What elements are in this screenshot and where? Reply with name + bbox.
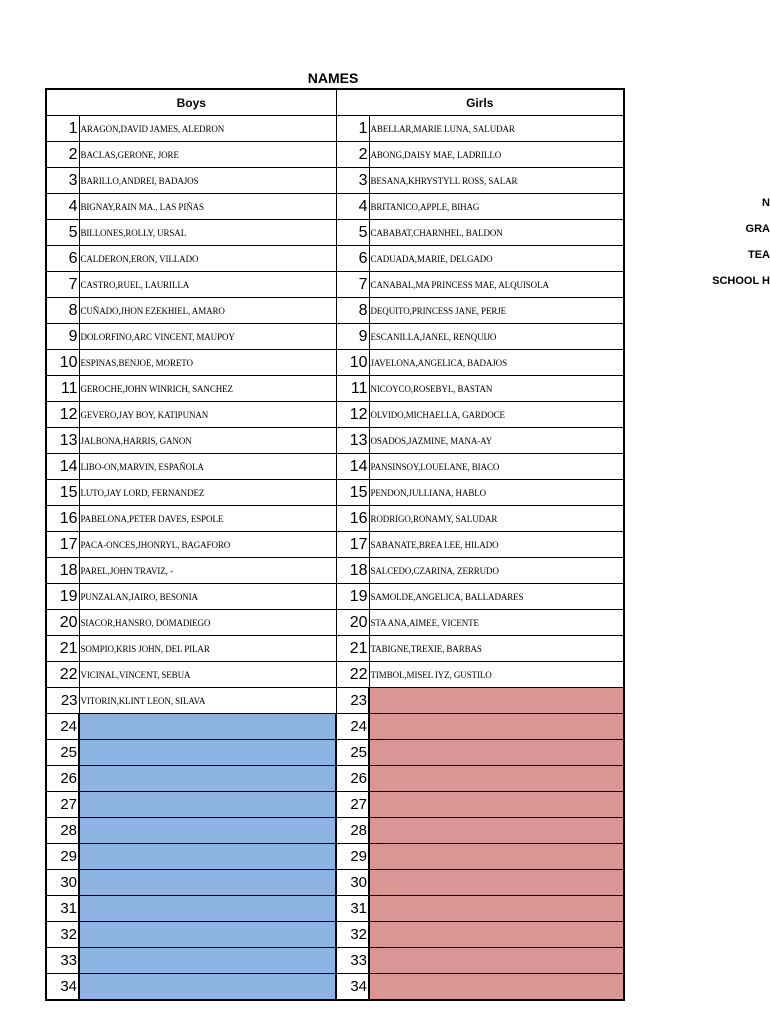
header-row — [46, 89, 624, 116]
girl-name-cell: SABANATE,BREA LEE, HILADO — [369, 532, 624, 558]
table-row — [46, 350, 624, 376]
boy-name-cell: VITORIN,KLINT LEON, SILAVA — [79, 688, 336, 714]
girl-number: 18 — [336, 558, 369, 584]
girl-name-cell: PANSINSOY,LOUELANE, BIACO — [369, 454, 624, 480]
table-row — [46, 220, 624, 246]
table-row — [46, 480, 624, 506]
table-row — [46, 376, 624, 402]
girl-number: 8 — [336, 298, 369, 324]
roster-table — [45, 88, 625, 1001]
girl-number: 4 — [336, 194, 369, 220]
girl-number: 16 — [336, 506, 369, 532]
boy-number: 25 — [46, 740, 79, 766]
table-row — [46, 506, 624, 532]
table-row — [46, 896, 624, 922]
side-label-teacher: TEA — [748, 249, 770, 261]
table-row — [46, 298, 624, 324]
girl-number: 2 — [336, 142, 369, 168]
girl-number: 34 — [336, 974, 369, 1001]
boy-number: 4 — [46, 194, 79, 220]
girl-number: 32 — [336, 922, 369, 948]
girl-number: 5 — [336, 220, 369, 246]
boy-number: 8 — [46, 298, 79, 324]
boy-number: 13 — [46, 428, 79, 454]
table-row — [46, 740, 624, 766]
boy-number: 18 — [46, 558, 79, 584]
boy-number: 6 — [46, 246, 79, 272]
girl-number: 12 — [336, 402, 369, 428]
girl-number: 19 — [336, 584, 369, 610]
boy-name-cell: BARILLO,ANDREI, BADAJOS — [79, 168, 336, 194]
girl-number: 33 — [336, 948, 369, 974]
boy-name-cell: PABELONA,PETER DAVES, ESPOLE — [79, 506, 336, 532]
girl-name-cell — [369, 896, 624, 922]
girl-name-cell: CANABAL,MA PRINCESS MAE, ALQUISOLA — [369, 272, 624, 298]
girl-name-cell — [369, 922, 624, 948]
boy-number: 16 — [46, 506, 79, 532]
boy-number: 11 — [46, 376, 79, 402]
girl-number: 10 — [336, 350, 369, 376]
girl-name-cell — [369, 792, 624, 818]
girl-name-cell: SAMOLDE,ANGELICA, BALLADARES — [369, 584, 624, 610]
boy-name-cell — [79, 792, 336, 818]
girl-name-cell: ABELLAR,MARIE LUNA, SALUDAR — [369, 116, 624, 142]
boy-number: 29 — [46, 844, 79, 870]
boy-name-cell — [79, 766, 336, 792]
girl-name-cell: DEQUITO,PRINCESS JANE, PERJE — [369, 298, 624, 324]
boy-name-cell: BILLONES,ROLLY, URSAL — [79, 220, 336, 246]
boy-name-cell — [79, 922, 336, 948]
girl-name-cell: TIMBOL,MISEL IYZ, GUSTILO — [369, 662, 624, 688]
boy-number: 19 — [46, 584, 79, 610]
boy-number: 32 — [46, 922, 79, 948]
side-label-school-head: SCHOOL H — [712, 275, 770, 287]
girl-name-cell: RODRIGO,RONAMY, SALUDAR — [369, 506, 624, 532]
boy-name-cell: BIGNAY,RAIN MA., LAS PIÑAS — [79, 194, 336, 220]
boy-number: 34 — [46, 974, 79, 1001]
table-row — [46, 584, 624, 610]
girl-number: 29 — [336, 844, 369, 870]
boy-name-cell — [79, 818, 336, 844]
table-row — [46, 818, 624, 844]
boy-name-cell: LIBO-ON,MARVIN, ESPAÑOLA — [79, 454, 336, 480]
girl-number: 25 — [336, 740, 369, 766]
girl-number: 27 — [336, 792, 369, 818]
girl-name-cell: JAVELONA,ANGELICA, BADAJOS — [369, 350, 624, 376]
boy-number: 1 — [46, 116, 79, 142]
boy-number: 3 — [46, 168, 79, 194]
side-label-name: N — [762, 197, 770, 209]
girl-number: 6 — [336, 246, 369, 272]
girl-name-cell: BRITANICO,APPLE, BIHAG — [369, 194, 624, 220]
table-row — [46, 246, 624, 272]
girl-name-cell: CABABAT,CHARNHEL, BALDON — [369, 220, 624, 246]
boy-number: 24 — [46, 714, 79, 740]
girl-number: 14 — [336, 454, 369, 480]
boy-name-cell: GEROCHE,JOHN WINRICH, SANCHEZ — [79, 376, 336, 402]
boy-number: 31 — [46, 896, 79, 922]
boy-number: 9 — [46, 324, 79, 350]
table-row — [46, 428, 624, 454]
girl-name-cell: OSADOS,JAZMINE, MANA-AY — [369, 428, 624, 454]
boy-number: 21 — [46, 636, 79, 662]
table-row — [46, 116, 624, 142]
girl-number: 7 — [336, 272, 369, 298]
girl-name-cell — [369, 766, 624, 792]
boy-name-cell: DOLORFINO,ARC VINCENT, MAUPOY — [79, 324, 336, 350]
girl-number: 24 — [336, 714, 369, 740]
table-row — [46, 974, 624, 1001]
boy-name-cell: GEVERO,JAY BOY, KATIPUNAN — [79, 402, 336, 428]
boy-name-cell: BACLAS,GERONE, JORE — [79, 142, 336, 168]
table-row — [46, 194, 624, 220]
girl-number: 17 — [336, 532, 369, 558]
table-row — [46, 714, 624, 740]
table-row — [46, 844, 624, 870]
boy-name-cell: JALBONA,HARRIS, GANON — [79, 428, 336, 454]
girl-number: 13 — [336, 428, 369, 454]
table-row — [46, 792, 624, 818]
table-row — [46, 168, 624, 194]
boy-number: 12 — [46, 402, 79, 428]
boy-name-cell: VICINAL,VINCENT, SEBUA — [79, 662, 336, 688]
boy-number: 30 — [46, 870, 79, 896]
boy-number: 23 — [46, 688, 79, 714]
boy-name-cell — [79, 948, 336, 974]
girl-number: 3 — [336, 168, 369, 194]
table-row — [46, 662, 624, 688]
table-row — [46, 766, 624, 792]
boy-number: 20 — [46, 610, 79, 636]
girl-name-cell — [369, 974, 624, 1001]
girl-name-cell — [369, 740, 624, 766]
boy-name-cell: SIACOR,HANSRO, DOMADIEGO — [79, 610, 336, 636]
table-row — [46, 558, 624, 584]
boy-number: 28 — [46, 818, 79, 844]
boy-number: 15 — [46, 480, 79, 506]
boy-name-cell: PAREL,JOHN TRAVIZ, - — [79, 558, 336, 584]
boy-number: 17 — [46, 532, 79, 558]
names-title: NAMES — [307, 70, 359, 86]
table-row — [46, 948, 624, 974]
girl-name-cell: NICOYCO,ROSEBYL, BASTAN — [369, 376, 624, 402]
boy-number: 26 — [46, 766, 79, 792]
girl-number: 11 — [336, 376, 369, 402]
roster-body — [46, 116, 624, 1001]
girl-name-cell — [369, 818, 624, 844]
boy-name-cell — [79, 896, 336, 922]
girl-number: 31 — [336, 896, 369, 922]
table-row — [46, 636, 624, 662]
girl-name-cell: SALCEDO,CZARINA, ZERRUDO — [369, 558, 624, 584]
girl-name-cell — [369, 714, 624, 740]
boy-number: 5 — [46, 220, 79, 246]
girl-name-cell — [369, 688, 624, 714]
table-row — [46, 324, 624, 350]
boy-name-cell: CUÑADO,JHON EZEKHIEL, AMARO — [79, 298, 336, 324]
girl-name-cell: CADUADA,MARIE, DELGADO — [369, 246, 624, 272]
girl-name-cell: ABONG,DAISY MAE, LADRILLO — [369, 142, 624, 168]
boy-name-cell: ESPINAS,BENJOE, MORETO — [79, 350, 336, 376]
boy-name-cell: SOMPIO,KRIS JOHN, DEL PILAR — [79, 636, 336, 662]
boy-name-cell — [79, 714, 336, 740]
boy-number: 10 — [46, 350, 79, 376]
table-row — [46, 922, 624, 948]
table-row — [46, 610, 624, 636]
boy-name-cell: CALDERON,ERON, VILLADO — [79, 246, 336, 272]
table-row — [46, 688, 624, 714]
boy-name-cell: CASTRO,RUEL, LAURILLA — [79, 272, 336, 298]
table-row — [46, 870, 624, 896]
girl-name-cell: ESCANILLA,JANEL, RENQUIJO — [369, 324, 624, 350]
boy-name-cell: ARAGON,DAVID JAMES, ALEDRON — [79, 116, 336, 142]
girl-number: 28 — [336, 818, 369, 844]
girl-name-cell — [369, 844, 624, 870]
girl-number: 20 — [336, 610, 369, 636]
girl-number: 26 — [336, 766, 369, 792]
boy-number: 2 — [46, 142, 79, 168]
boy-name-cell: LUTO,JAY LORD, FERNANDEZ — [79, 480, 336, 506]
girl-number: 23 — [336, 688, 369, 714]
boy-name-cell — [79, 974, 336, 1001]
side-labels — [640, 190, 768, 300]
girl-name-cell: OLVIDO,MICHAELLA, GARDOCE — [369, 402, 624, 428]
girl-number: 22 — [336, 662, 369, 688]
girl-name-cell: STA ANA,AIMEE, VICENTE — [369, 610, 624, 636]
boy-name-cell: PACA-ONCES,JHONRYL, BAGAFORO — [79, 532, 336, 558]
boy-name-cell — [79, 870, 336, 896]
girl-number: 9 — [336, 324, 369, 350]
girl-number: 1 — [336, 116, 369, 142]
table-row — [46, 402, 624, 428]
table-row — [46, 142, 624, 168]
side-label-grade: GRA — [745, 223, 770, 235]
girls-header: Girls — [336, 89, 624, 116]
girl-number: 21 — [336, 636, 369, 662]
girl-name-cell: TABIGNE,TREXIE, BARBAS — [369, 636, 624, 662]
boy-number: 22 — [46, 662, 79, 688]
boy-name-cell: PUNZALAN,JAIRO, BESONIA — [79, 584, 336, 610]
table-row — [46, 454, 624, 480]
boy-number: 33 — [46, 948, 79, 974]
girl-number: 30 — [336, 870, 369, 896]
girl-number: 15 — [336, 480, 369, 506]
boys-header: Boys — [46, 89, 336, 116]
table-row — [46, 272, 624, 298]
girl-name-cell: PENDON,JULLIANA, HABLO — [369, 480, 624, 506]
girl-name-cell — [369, 870, 624, 896]
boy-number: 27 — [46, 792, 79, 818]
boy-name-cell — [79, 844, 336, 870]
boy-number: 14 — [46, 454, 79, 480]
girl-name-cell: BESANA,KHRYSTYLL ROSS, SALAR — [369, 168, 624, 194]
boy-number: 7 — [46, 272, 79, 298]
girl-name-cell — [369, 948, 624, 974]
boy-name-cell — [79, 740, 336, 766]
table-row — [46, 532, 624, 558]
